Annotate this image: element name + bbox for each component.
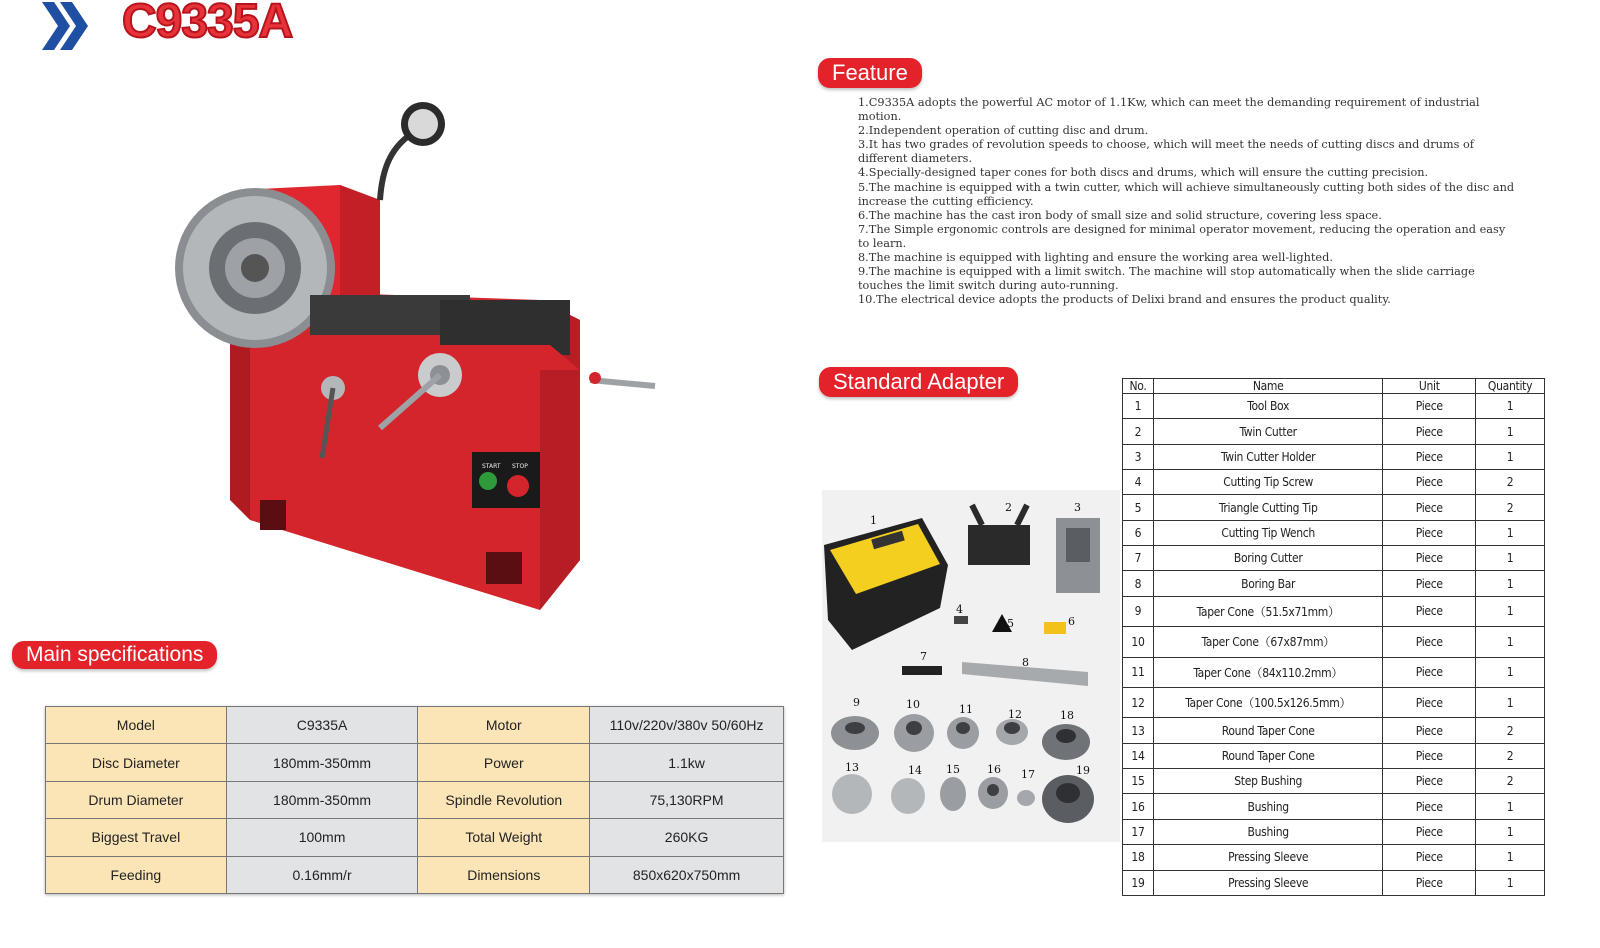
photo-number: 18 <box>1060 709 1074 722</box>
cell-quantity: 1 <box>1476 596 1545 626</box>
cell-quantity: 1 <box>1476 870 1545 896</box>
photo-number: 9 <box>853 696 860 709</box>
cell-no: 6 <box>1123 520 1154 545</box>
cell-unit: Piece <box>1383 794 1476 819</box>
cell-no: 9 <box>1123 596 1154 626</box>
cell-quantity: 1 <box>1476 394 1545 419</box>
photo-number: 11 <box>959 703 973 716</box>
cell-no: 10 <box>1123 627 1154 657</box>
photo-number: 12 <box>1008 708 1022 721</box>
cell-no: 19 <box>1123 870 1154 896</box>
spec-value: 75,130RPM <box>590 781 784 818</box>
photo-number: 14 <box>908 764 922 777</box>
cell-unit: Piece <box>1383 743 1476 768</box>
cell-name: Round Taper Cone <box>1153 743 1382 768</box>
feature-item: 3.It has two grades of revolution speeds to choose, which will meet the needs of cutting discs and drums of different diameters. <box>858 138 1474 166</box>
spec-value: 180mm-350mm <box>226 781 418 818</box>
spec-label: Power <box>418 744 590 781</box>
main-specifications-table <box>45 706 784 894</box>
spec-value: C9335A <box>226 707 418 744</box>
feature-item: 7.The Simple ergonomic controls are designed for minimal operator movement, reducing the operation and easy to learn. <box>858 222 1506 250</box>
cell-quantity: 1 <box>1476 657 1545 687</box>
column-header-quantity: Quantity <box>1476 379 1545 394</box>
cell-quantity: 2 <box>1476 769 1545 794</box>
spec-label: Dimensions <box>418 856 590 893</box>
table-row <box>1123 419 1545 444</box>
cell-unit: Piece <box>1383 394 1476 419</box>
spec-value: 100mm <box>226 819 418 856</box>
cell-name: Tool Box <box>1153 394 1382 419</box>
standard-adapter-photo <box>822 490 1120 842</box>
table-row <box>1123 769 1545 794</box>
feature-list <box>858 96 1518 307</box>
cell-unit: Piece <box>1383 819 1476 844</box>
cell-quantity: 1 <box>1476 688 1545 718</box>
column-header-no: No. <box>1123 379 1154 394</box>
table-row <box>1123 571 1545 596</box>
cell-unit: Piece <box>1383 520 1476 545</box>
table-row <box>1123 870 1545 896</box>
cell-no: 15 <box>1123 769 1154 794</box>
cell-no: 18 <box>1123 845 1154 870</box>
cell-no: 14 <box>1123 743 1154 768</box>
table-row <box>1123 845 1545 870</box>
cell-unit: Piece <box>1383 718 1476 743</box>
table-row <box>1123 394 1545 419</box>
cell-name: Pressing Sleeve <box>1153 845 1382 870</box>
cell-quantity: 1 <box>1476 571 1545 596</box>
feature-item: 4.Specially-designed taper cones for both discs and drums, which will ensure the cutting precision. <box>858 166 1429 180</box>
model-title: C9335A <box>122 0 293 48</box>
table-row <box>46 856 784 893</box>
brand-chevron-logo <box>40 0 90 52</box>
spec-value: 110v/220v/380v 50/60Hz <box>590 707 784 744</box>
table-row <box>1123 657 1545 687</box>
cell-quantity: 2 <box>1476 718 1545 743</box>
photo-number: 3 <box>1074 501 1081 514</box>
cell-quantity: 1 <box>1476 444 1545 469</box>
spec-value: 260KG <box>590 819 784 856</box>
spec-label: Feeding <box>46 856 227 893</box>
cell-unit: Piece <box>1383 546 1476 571</box>
table-row <box>46 781 784 818</box>
feature-heading: Feature <box>818 58 922 88</box>
cell-name: Boring Cutter <box>1153 546 1382 571</box>
cell-name: Round Taper Cone <box>1153 718 1382 743</box>
photo-number: 5 <box>1007 617 1014 630</box>
table-row <box>1123 596 1545 626</box>
standard-adapter-heading: Standard Adapter <box>819 367 1018 397</box>
cell-quantity: 1 <box>1476 794 1545 819</box>
table-row <box>1123 546 1545 571</box>
photo-number: 8 <box>1022 656 1029 669</box>
photo-number: 19 <box>1076 764 1090 777</box>
table-row <box>1123 470 1545 495</box>
cell-unit: Piece <box>1383 571 1476 596</box>
standard-adapter-table <box>1122 378 1545 896</box>
feature-item: 1.C9335A adopts the powerful AC motor of 1.1Kw, which can meet the demanding requirement of industrial motion. <box>858 96 1480 124</box>
cell-name: Taper Cone（67x87mm） <box>1153 627 1382 657</box>
cell-no: 12 <box>1123 688 1154 718</box>
feature-item: 2.Independent operation of cutting disc and drum. <box>858 124 1149 138</box>
cell-quantity: 1 <box>1476 819 1545 844</box>
table-header-row <box>1123 379 1545 394</box>
cell-unit: Piece <box>1383 444 1476 469</box>
feature-item: 5.The machine is equipped with a twin cutter, which will achieve simultaneously cutting both sides of the disc and increase the cutting efficiency. <box>858 180 1515 208</box>
cell-quantity: 1 <box>1476 627 1545 657</box>
cell-no: 2 <box>1123 419 1154 444</box>
feature-item: 8.The machine is equipped with lighting and ensure the working area well-lighted. <box>858 251 1333 265</box>
cell-name: Cutting Tip Wench <box>1153 520 1382 545</box>
cell-quantity: 1 <box>1476 546 1545 571</box>
spec-value: 0.16mm/r <box>226 856 418 893</box>
cell-unit: Piece <box>1383 596 1476 626</box>
cell-no: 7 <box>1123 546 1154 571</box>
photo-number: 6 <box>1068 615 1075 628</box>
cell-name: Bushing <box>1153 794 1382 819</box>
cell-unit: Piece <box>1383 769 1476 794</box>
photo-number: 16 <box>987 763 1001 776</box>
column-header-unit: Unit <box>1383 379 1476 394</box>
cell-no: 4 <box>1123 470 1154 495</box>
cell-name: Pressing Sleeve <box>1153 870 1382 896</box>
feature-item: 9.The machine is equipped with a limit switch. The machine will stop automatically when the slide carriage touches the limit switch during auto-running. <box>858 265 1475 293</box>
spec-label: Disc Diameter <box>46 744 227 781</box>
cell-no: 11 <box>1123 657 1154 687</box>
cell-no: 13 <box>1123 718 1154 743</box>
table-row <box>1123 495 1545 520</box>
table-row <box>1123 520 1545 545</box>
spec-value: 850x620x750mm <box>590 856 784 893</box>
cell-unit: Piece <box>1383 870 1476 896</box>
photo-number: 7 <box>920 650 927 663</box>
cell-quantity: 1 <box>1476 419 1545 444</box>
cell-no: 5 <box>1123 495 1154 520</box>
spec-label: Biggest Travel <box>46 819 227 856</box>
cell-name: Taper Cone（51.5x71mm） <box>1153 596 1382 626</box>
cell-quantity: 1 <box>1476 520 1545 545</box>
cell-unit: Piece <box>1383 419 1476 444</box>
spec-label: Motor <box>418 707 590 744</box>
cell-no: 17 <box>1123 819 1154 844</box>
cell-name: Triangle Cutting Tip <box>1153 495 1382 520</box>
cell-unit: Piece <box>1383 845 1476 870</box>
spec-label: Spindle Revolution <box>418 781 590 818</box>
table-row <box>1123 819 1545 844</box>
main-specifications-heading: Main specifications <box>12 641 217 669</box>
feature-item: 10.The electrical device adopts the products of Delixi brand and ensures the product quality. <box>858 293 1391 307</box>
table-row <box>1123 627 1545 657</box>
cell-unit: Piece <box>1383 657 1476 687</box>
cell-unit: Piece <box>1383 495 1476 520</box>
spec-value: 1.1kw <box>590 744 784 781</box>
spec-label: Drum Diameter <box>46 781 227 818</box>
cell-name: Cutting Tip Screw <box>1153 470 1382 495</box>
stop-label: STOP <box>512 463 528 470</box>
cell-name: Boring Bar <box>1153 571 1382 596</box>
spec-value: 180mm-350mm <box>226 744 418 781</box>
photo-number: 4 <box>956 603 963 616</box>
photo-number: 10 <box>906 698 920 711</box>
brake-lathe-machine-image <box>150 90 710 630</box>
cell-name: Taper Cone（84x110.2mm） <box>1153 657 1382 687</box>
start-label: START <box>482 463 501 470</box>
photo-number: 2 <box>1005 501 1012 514</box>
cell-quantity: 2 <box>1476 495 1545 520</box>
table-row <box>1123 688 1545 718</box>
table-row <box>1123 794 1545 819</box>
table-row <box>1123 718 1545 743</box>
cell-quantity: 2 <box>1476 743 1545 768</box>
cell-quantity: 1 <box>1476 845 1545 870</box>
cell-name: Bushing <box>1153 819 1382 844</box>
cell-unit: Piece <box>1383 627 1476 657</box>
photo-number: 17 <box>1021 768 1035 781</box>
cell-no: 1 <box>1123 394 1154 419</box>
table-row <box>1123 743 1545 768</box>
photo-number: 1 <box>870 514 877 527</box>
cell-name: Twin Cutter <box>1153 419 1382 444</box>
cell-unit: Piece <box>1383 470 1476 495</box>
cell-no: 8 <box>1123 571 1154 596</box>
cell-name: Taper Cone（100.5x126.5mm） <box>1153 688 1382 718</box>
cell-unit: Piece <box>1383 688 1476 718</box>
table-row <box>46 707 784 744</box>
feature-item: 6.The machine has the cast iron body of small size and solid structure, covering less space. <box>858 208 1382 222</box>
photo-number: 15 <box>946 763 960 776</box>
photo-number: 13 <box>845 761 859 774</box>
table-row <box>46 819 784 856</box>
cell-no: 3 <box>1123 444 1154 469</box>
cell-name: Twin Cutter Holder <box>1153 444 1382 469</box>
spec-label: Model <box>46 707 227 744</box>
table-row <box>46 744 784 781</box>
spec-label: Total Weight <box>418 819 590 856</box>
cell-name: Step Bushing <box>1153 769 1382 794</box>
cell-no: 16 <box>1123 794 1154 819</box>
column-header-name: Name <box>1153 379 1382 394</box>
cell-quantity: 2 <box>1476 470 1545 495</box>
table-row <box>1123 444 1545 469</box>
